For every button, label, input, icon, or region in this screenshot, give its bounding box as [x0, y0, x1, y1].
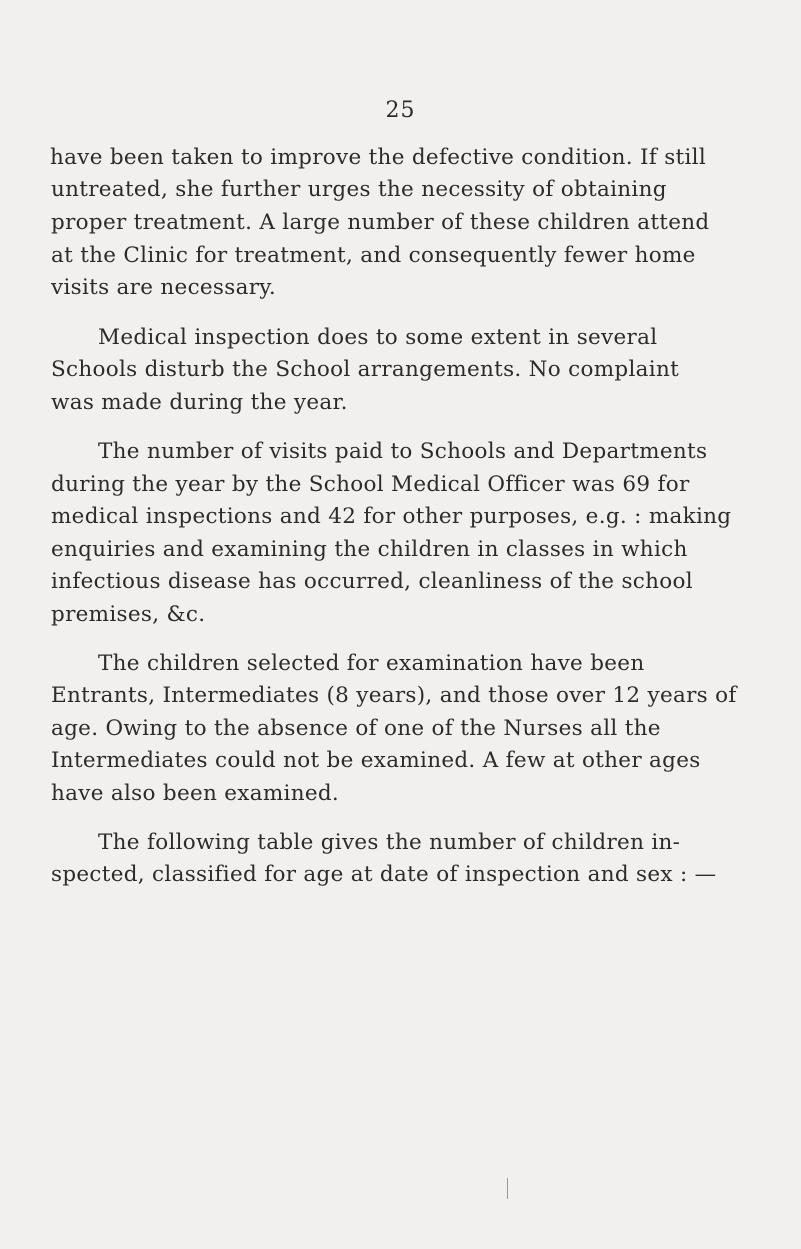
text-line: infectious disease has occurred, cleanliness of the school	[51, 569, 693, 594]
text-line: The children selected for examination have been	[98, 651, 645, 676]
page-number: 25	[385, 98, 416, 123]
text-line: medical inspections and 42 for other purposes, e.g. : making	[51, 504, 732, 529]
text-line: proper treatment. A large number of these children attend	[51, 210, 710, 235]
text-line: premises, &c.	[51, 602, 206, 627]
text-line: Medical inspection does to some extent in several	[98, 325, 658, 350]
text-line: was made during the year.	[51, 390, 348, 415]
text-line: spected, classified for age at date of inspection and sex : —	[51, 862, 717, 887]
text-line: have also been examined.	[51, 781, 340, 806]
text-line: Schools disturb the School arrangements. No complaint	[51, 357, 680, 382]
text-line: have been taken to improve the defective condition. If still	[50, 145, 707, 170]
text-line: at the Clinic for treatment, and consequently fewer home	[51, 243, 696, 268]
text-line: Entrants, Intermediates (8 years), and those over 12 years of	[51, 683, 737, 708]
text-line: The number of visits paid to Schools and Departments	[98, 439, 708, 464]
text-line: enquiries and examining the children in classes in which	[51, 537, 688, 562]
text-line: untreated, she further urges the necessity of obtaining	[51, 177, 667, 202]
text-line: The following table gives the number of children in-	[98, 830, 681, 855]
text-line: during the year by the School Medical Officer was 69 for	[51, 472, 690, 497]
text-line: Intermediates could not be examined. A few at other ages	[51, 748, 701, 773]
text-line: age. Owing to the absence of one of the Nurses all the	[51, 716, 661, 741]
text-line: visits are necessary.	[51, 275, 277, 300]
scan-mark	[507, 1178, 508, 1199]
